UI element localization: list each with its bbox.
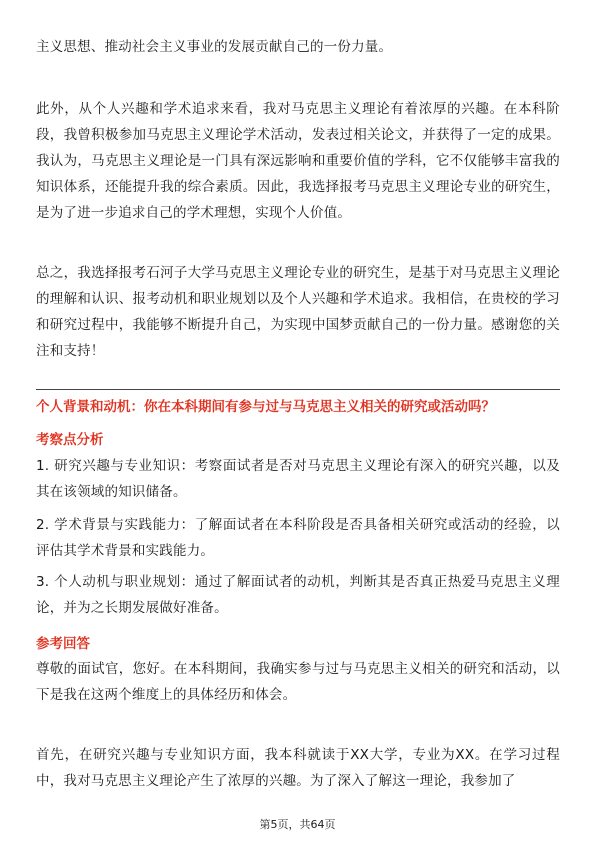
summary-paragraph: 总之，我选择报考石河子大学马克思主义理论专业的研究生，是基于对马克思主义理论的理解和认识、报考动机和职业规划以及个人兴趣和学术追求。我相信，在贵校的学习和研究过程中，我能够不断提升自己，为实现中国梦贡献自己的一份力量。感谢您的关注和支持！ [36,265,560,359]
analysis-heading: 考察点分析 [36,432,104,448]
interest-paragraph: 此外，从个人兴趣和学术追求来看，我对马克思主义理论有着浓厚的兴趣。在本科阶段，我曾积极参加马克思主义理论学术活动，发表过相关论文，并获得了一定的成果。我认为，马克思主义理论是一门具有深远影响和重要价值的学科，它不仅能够丰富我的知识体系，还能提升我的综合素质。因此，我选择报考马克思主义理论专业的研究生，是为了进一步追求自己的学术理想，实现个人价值。 [36,101,560,221]
analysis-item: 3. 个人动机与职业规划：通过了解面试者的动机，判断其是否真正热爱马克思主义理论，并为之长期发展做好准备。 [36,574,560,616]
answer-heading: 参考回答 [36,636,90,652]
analysis-item: 2. 学术背景与实践能力：了解面试者在本科阶段是否具备相关研究或活动的经验，以评估其学术背景和实践能力。 [36,517,560,559]
page-number-footer: 第5页，共64页 [259,818,336,831]
answer-first-paragraph: 首先，在研究兴趣与专业知识方面，我本科就读于XX大学，专业为XX。在学习过程中，我对马克思主义理论产生了浓厚的兴趣。为了深入了解这一理论，我参加了 [36,747,560,789]
document-page [36,0,560,842]
intro-tail-paragraph: 主义思想、推动社会主义事业的发展贡献自己的一份力量。 [36,39,393,55]
answer-greeting-paragraph: 尊敬的面试官，您好。在本科期间，我确实参与过与马克思主义相关的研究和活动，以下是我在这两个维度上的具体经历和体会。 [36,661,560,703]
analysis-item: 1. 研究兴趣与专业知识：考察面试者是否对马克思主义理论有深入的研究兴趣，以及其在该领域的知识储备。 [36,458,560,500]
section-divider [36,389,560,390]
question-heading: 个人背景和动机：你在本科期间有参与过与马克思主义相关的研究或活动吗？ [36,399,495,415]
